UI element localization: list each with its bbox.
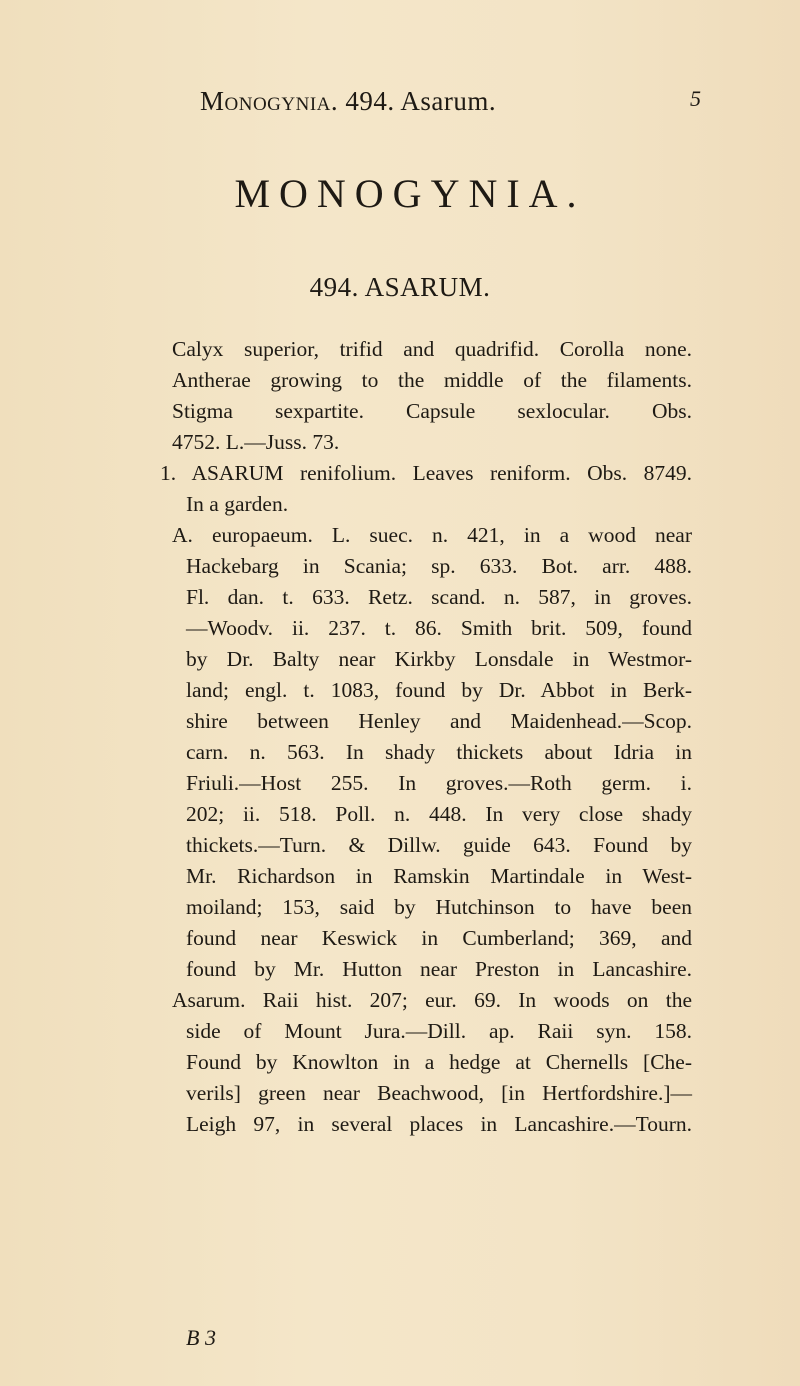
species-line: In a garden. [186,492,289,516]
signature-mark: B 3 [186,1325,216,1350]
species-line: Leigh 97, in several places in Lancashire.—Tourn. [186,1112,692,1136]
species-line: found near Keswick in Cumberland; 369, and [186,926,692,950]
species-line: shire between Henley and Maidenhead.—Scop. [186,709,692,733]
species-line: side of Mount Jura.—Dill. ap. Raii syn. 158. [186,1019,692,1043]
species-line: Hackebarg in Scania; sp. 633. Bot. arr. 488. [186,554,692,578]
species-line: 202; ii. 518. Poll. n. 448. In very close shady [186,802,692,826]
description-line: 4752. L.—Juss. 73. [172,430,340,454]
species-line: by Dr. Balty near Kirkby Lonsdale in Westmor- [186,647,692,671]
species-line: carn. n. 563. In shady thickets about Idria in [186,740,692,764]
section-heading: MONOGYNIA. [234,171,586,216]
species-line: Friuli.—Host 255. In groves.—Roth germ. i. [186,771,692,795]
species-line: —Woodv. ii. 237. t. 86. Smith brit. 509, found [186,616,692,640]
species-line: thickets.—Turn. & Dillw. guide 643. Found by [186,833,692,857]
species-line: 1. ASARUM renifolium. Leaves reniform. Obs. 8749. [160,461,692,485]
species-line: verils] green near Beachwood, [in Hertfordshire.]— [186,1081,692,1105]
species-line: land; engl. t. 1083, found by Dr. Abbot in Berk- [186,678,692,702]
species-line: Asarum. Raii hist. 207; eur. 69. In woods on the [172,988,692,1012]
species-line: Fl. dan. t. 633. Retz. scand. n. 587, in groves. [186,585,692,609]
species-line: A. europaeum. L. suec. n. 421, in a wood near [172,523,692,547]
species-line: moiland; 153, said by Hutchinson to have been [186,895,692,919]
page-number: 5 [690,86,701,111]
species-line: Found by Knowlton in a hedge at Chernells [Che- [186,1050,692,1074]
genus-description [172,334,692,458]
running-head-genus: Asarum. [400,86,497,116]
running-head-number: 494. [345,86,395,116]
species-line: Mr. Richardson in Ramskin Martindale in West- [186,864,692,888]
description-line: Calyx superior, trifid and quadrifid. Corolla none. [172,337,692,361]
description-line: Stigma sexpartite. Capsule sexlocular. Obs. [172,399,692,423]
species-entry [160,458,692,1140]
description-line: Antherae growing to the middle of the filaments. [172,368,692,392]
running-head [200,86,670,117]
running-head-section: Monogynia. [200,86,339,116]
species-line: found by Mr. Hutton near Preston in Lancashire. [186,957,692,981]
genus-heading: 494. ASARUM. [309,272,491,302]
